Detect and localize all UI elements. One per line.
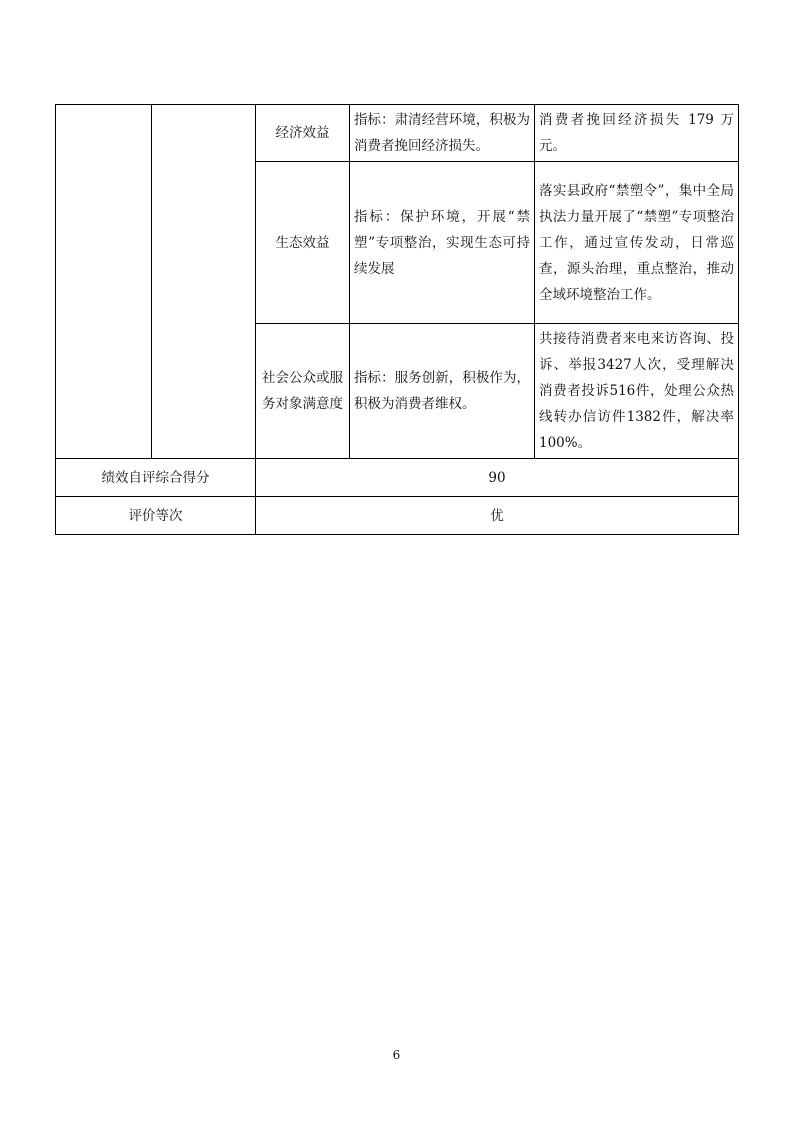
empty-cell: [56, 105, 152, 459]
category-cell: 社会公众或服务对象满意度: [256, 324, 350, 459]
page-number: 6: [392, 1048, 401, 1062]
score-row: [56, 459, 739, 497]
indicator-cell: 指标：服务创新，积极作为，积极为消费者维权。: [350, 324, 535, 459]
indicator-cell: 指标：保护环境，开展“禁塑”专项整治，实现生态可持续发展: [350, 162, 535, 324]
grade-value: 优: [256, 497, 739, 535]
grade-label: 评价等次: [56, 497, 256, 535]
score-label: 绩效自评综合得分: [56, 459, 256, 497]
result-cell: 共接待消费者来电来访咨询、投诉、举报3427人次，受理解决消费者投诉516件，处理公众热线转办信访件1382件，解决率100%。: [535, 324, 739, 459]
result-cell: 落实县政府“禁塑令”，集中全局执法力量开展了“禁塑”专项整治工作，通过宣传发动，日常巡查，源头治理，重点整治，推动全域环境整治工作。: [535, 162, 739, 324]
category-cell: 生态效益: [256, 162, 350, 324]
performance-table: [55, 104, 739, 535]
indicator-cell: 指标：肃清经营环境，积极为消费者挽回经济损失。: [350, 105, 535, 162]
grade-row: [56, 497, 739, 535]
empty-cell: [152, 105, 256, 459]
table-row: [56, 105, 739, 162]
category-cell: 经济效益: [256, 105, 350, 162]
score-value: 90: [256, 459, 739, 497]
result-cell: 消费者挽回经济损失 179 万元。: [535, 105, 739, 162]
